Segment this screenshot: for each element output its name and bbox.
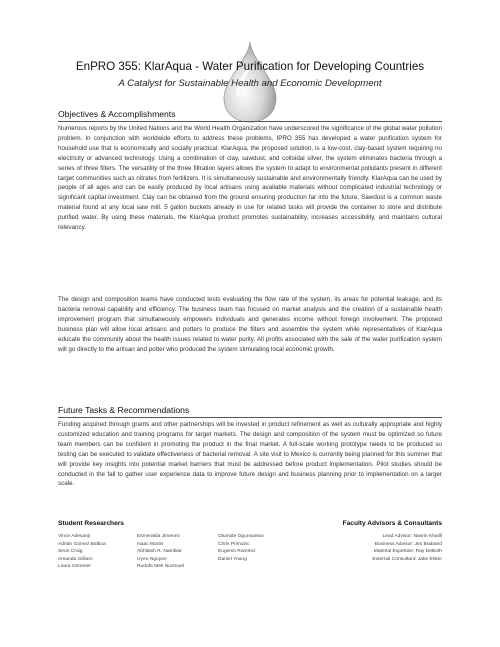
researcher-name: Esmeralda Jimenez [137,534,180,539]
researchers-column-3 [218,533,264,563]
researcher-name: Daniel Young [218,556,247,562]
advisors-heading: Faculty Advisors & Consultants [342,520,442,527]
researcher-name: Abhilash R. Nambiar [137,549,182,555]
advisor-name: Business Advisor: Jim Braband [374,541,442,547]
researcher-name: Rudofa Mek Nuzmuel [137,564,185,570]
page-title: EnPRO 355: KlarAqua - Water Purification for Developing Countries [75,60,425,73]
researcher-name: Chris Primozic [218,541,250,547]
researcher-name: Vince Adesanji [58,534,90,539]
advisor-name: Lead Advisor: Nasrin Khalili [382,534,442,539]
advisor-name: Material Expertise: Ray DeBoth [373,549,442,555]
objectives-heading: Objectives & Accomplishments [58,109,176,119]
researchers-column-2 [137,533,184,571]
advisor-name: External Consultant: Jake Elster [372,556,442,562]
future-paragraph: Funding acquired through grants and other partnerships will be invested in product refinement as well as culturally appropriate and highly customized education and training programs for target markets. The design and composition of the system must be optimized so future team members can be confident in promoting the product in the final market. A full-scale working prototype needs to be produced so testing can be executed to validate effectiveness of bacterial removal. A site visit to Mexico is currently being planned for this summer that will provide key insights into potential market barriers that must be addressed before product implementation. Pilot studies should be conducted in the fall to gather user experience data to improve future design and business planning prior to implementation on a larger scale. [58,421,442,488]
objectives-paragraph-2: The design and composition teams have conducted tests evaluating the flow rate of the system, its areas for potential leakage, and its bacteria removal capability and efficiency. The business team has focused on market analysis and the creation of a sustainable health improvement program that simultaneously empowers individuals and generates income without foreign involvement. The proposed business plan will allow local artisans and potters to produce the filters and assemble the system while representatives of KlarAqua educate the community about the health issues related to water purity. All profits associated with the sale of the water purification system will go directly to the artisan and potter who produced the system stimulating local economic growth. [58,296,442,353]
objectives-divider [58,121,442,122]
objectives-paragraph-1: Numerous reports by the United Nations and the World Health Organization have underscored the significance of the global water pollution problem. In conjunction with worldwide efforts to address these problems, IPRO 355 has developed a water purification system for household use that is economically and socially practical. KlarAqua, the proposed solution, is a low-cost, clay-based system requiring no electricity or advanced technology. Using a combination of clay, sawdust, and colloidal silver, the system eliminates bacteria through a series of three filters. The versatility of the three filtration layers allows the system to adapt to environmental pollutants present in different target communities such as nitrates from fertilizers. It is simultaneously sustainable and environmentally friendly. KlarAqua can be used by people of all ages and can be easily produced by local artisans using available materials without complicated industrial technology or significant capital investment. Clay can be obtained from the ground ensuring production far into the future. Sawdust is a common waste material found at any local saw mill. 5 gallon buckets already in use for related tasks will provide the container to store and distribute purified water. By using these materials, the KlarAqua product promotes sustainability, increases accessibility, and maintains cultural relevancy. [58,125,442,232]
researcher-name: Amanda Gilliam [58,556,93,562]
researchers-heading: Student Researchers [58,520,124,527]
researcher-name: Seun Craig [58,549,83,555]
researcher-name: Uyen Nguyen [137,556,167,562]
page-subtitle: A Catalyst for Sustainable Health and Economic Development [118,78,382,89]
researchers-column-1 [58,533,106,571]
researcher-name: Laura Grimmer [58,564,91,570]
researcher-name: Adrián Gómez Balboa [58,541,106,547]
future-divider [58,417,442,418]
future-heading: Future Tasks & Recommendations [58,405,190,415]
researcher-name: Isaac Martis [137,541,164,547]
advisors-column [372,533,442,563]
researcher-name: Olumide Ogunsanwo [218,534,264,539]
researcher-name: Eugenio Ramirez [218,549,256,555]
